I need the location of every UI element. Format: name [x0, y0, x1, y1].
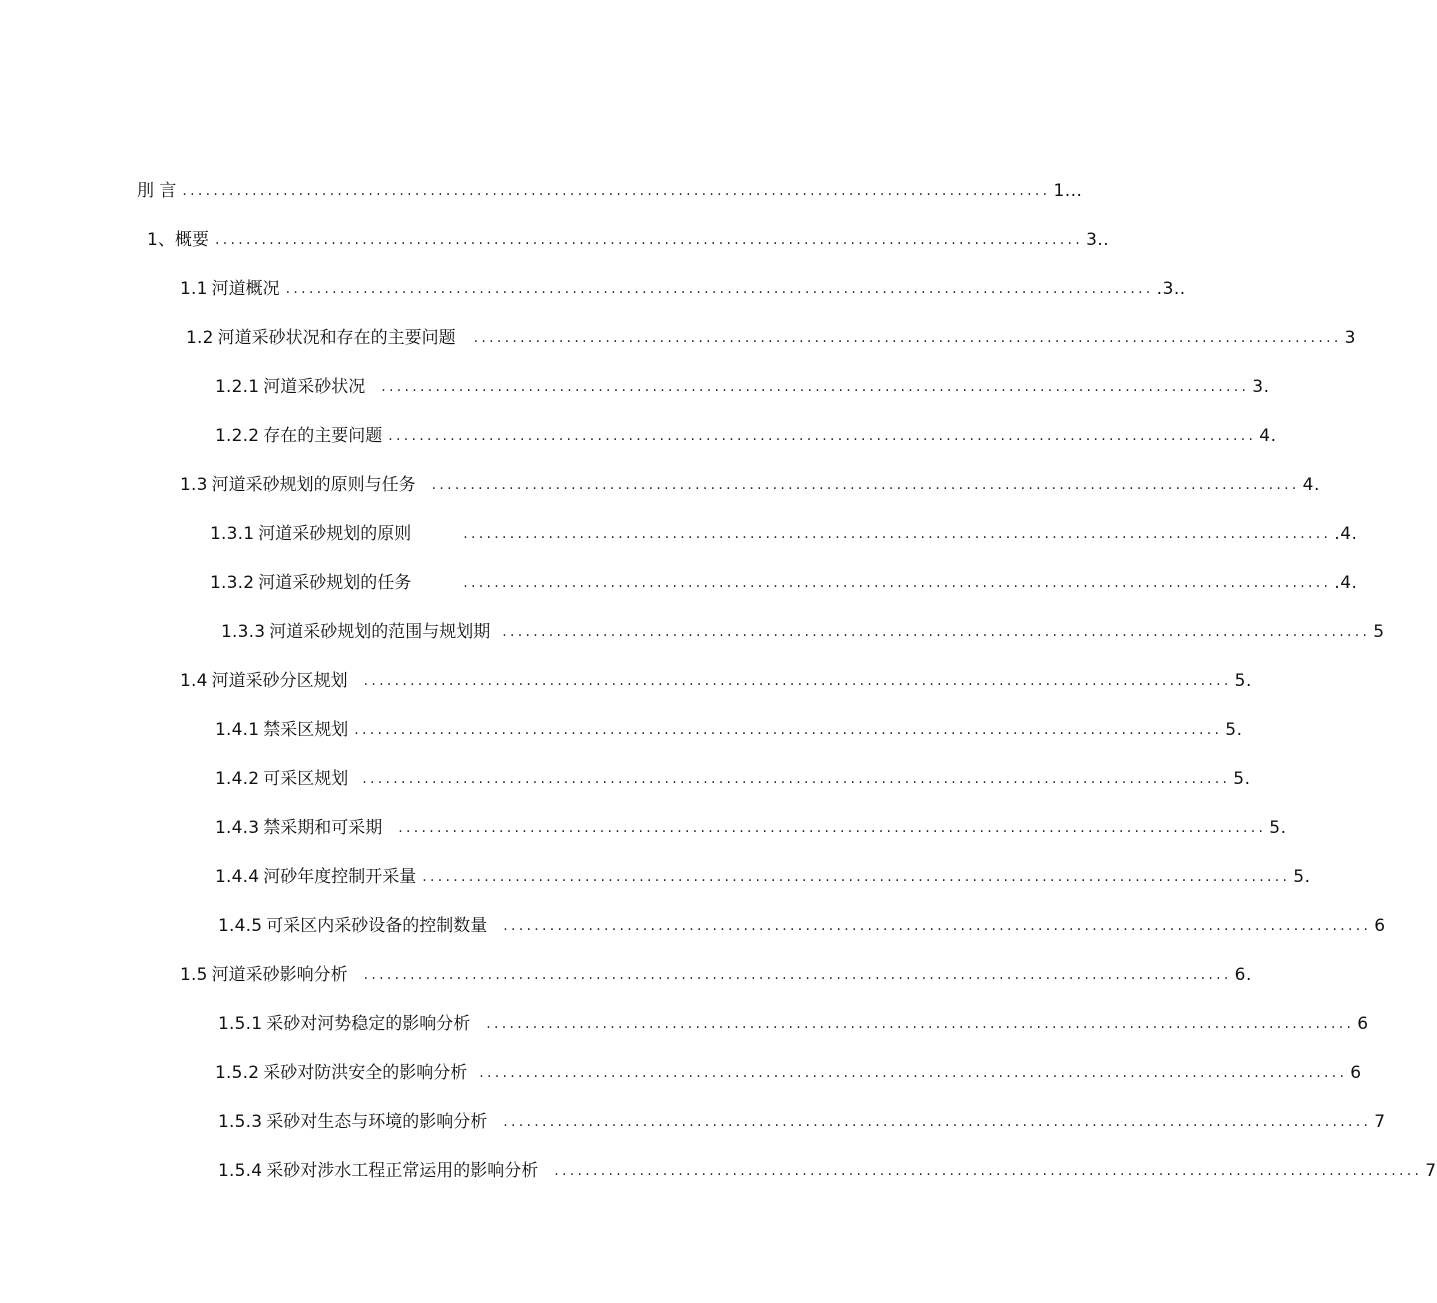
toc-entry-1-4	[180, 662, 1252, 692]
toc-entry-page: 4.	[1302, 475, 1320, 495]
toc-entry-title: 河道概况	[211, 279, 280, 299]
toc-dot-leader: ................................................................................................................	[422, 869, 1291, 885]
toc-dot-leader: ................................................................................................................	[182, 183, 1051, 199]
toc-entry-page: 3.	[1252, 377, 1270, 397]
toc-entry-number: 1.3.3	[221, 622, 266, 642]
toc-entry-title: 河砂年度控制开采量	[263, 867, 417, 887]
toc-entry-number: 1.4.1	[215, 720, 260, 740]
toc-entry-preface	[137, 172, 1083, 202]
toc-dot-leader: ................................................................................................................	[431, 477, 1300, 493]
toc-entry-1-4-1	[215, 711, 1243, 741]
toc-dot-leader: ................................................................................................................	[363, 967, 1232, 983]
toc-entry-1-3-1	[210, 515, 1358, 545]
toc-entry-1-5-4	[218, 1152, 1437, 1182]
toc-entry-number: 1.3	[180, 475, 208, 495]
toc-entry-page: 4.	[1259, 426, 1277, 446]
toc-entry-number: 1.1	[180, 279, 208, 299]
toc-dot-leader: ................................................................................................................	[502, 624, 1371, 640]
toc-entry-1-1	[180, 270, 1186, 300]
toc-dot-leader: ................................................................................................................	[503, 918, 1372, 934]
toc-entry-title: 可采区内采砂设备的控制数量	[266, 916, 488, 936]
toc-entry-title: 采砂对防洪安全的影响分析	[263, 1063, 468, 1083]
toc-entry-page: 6	[1374, 916, 1386, 936]
toc-entry-page: 5.	[1225, 720, 1243, 740]
toc-entry-title: 采砂对生态与环境的影响分析	[266, 1112, 488, 1132]
toc-entry-page: .4.	[1334, 573, 1358, 593]
toc-entry-page: 5	[1373, 622, 1385, 642]
toc-entry-title: 河道采砂规划的原则与任务	[211, 475, 416, 495]
toc-entry-page: 5.	[1233, 769, 1251, 789]
toc-entry-1-5-1	[218, 1005, 1369, 1035]
toc-dot-leader: ................................................................................................................	[381, 379, 1250, 395]
toc-dot-leader: ................................................................................................................	[463, 575, 1332, 591]
toc-entry-number: 1.2.2	[215, 426, 260, 446]
toc-entry-number: 1.3.2	[210, 573, 255, 593]
toc-entry-1-4-5	[218, 907, 1386, 937]
toc-entry-title: 可采区规划	[263, 769, 349, 789]
toc-dot-leader: ................................................................................................................	[479, 1065, 1348, 1081]
toc-entry-1-5-3	[218, 1103, 1386, 1133]
toc-entry-number: 1.2.1	[215, 377, 260, 397]
toc-entry-title: 采砂对涉水工程正常运用的影响分析	[266, 1161, 539, 1181]
toc-entry-1-2	[186, 319, 1356, 349]
toc-entry-title: 河道采砂分区规划	[211, 671, 348, 691]
toc-dot-leader: ................................................................................................................	[354, 722, 1223, 738]
toc-entry-page: 7	[1425, 1161, 1437, 1181]
toc-dot-leader: ................................................................................................................	[503, 1114, 1372, 1130]
toc-entry-number: 1.5.1	[218, 1014, 263, 1034]
toc-entry-title: 河道采砂规划的范围与规划期	[269, 622, 491, 642]
toc-entry-title: 采砂对河势稳定的影响分析	[266, 1014, 471, 1034]
toc-entry-1	[147, 221, 1110, 251]
toc-entry-page: .3..	[1156, 279, 1186, 299]
toc-entry-1-4-2	[215, 760, 1251, 790]
toc-dot-leader: ................................................................................................................	[215, 232, 1084, 248]
toc-entry-number: 1.4.3	[215, 818, 260, 838]
toc-entry-page: 3	[1344, 328, 1356, 348]
toc-entry-1-5-2	[215, 1054, 1362, 1084]
toc-entry-title: 河道采砂规划的任务	[258, 573, 412, 593]
toc-entry-1-3-3	[221, 613, 1385, 643]
toc-dot-leader: ................................................................................................................	[362, 771, 1231, 787]
toc-entry-title: 河道采砂状况和存在的主要问题	[217, 328, 456, 348]
toc-dot-leader: ................................................................................................................	[554, 1163, 1423, 1179]
toc-dot-leader: ................................................................................................................	[463, 526, 1332, 542]
toc-entry-number: 1.4.4	[215, 867, 260, 887]
toc-entry-page: 6.	[1234, 965, 1252, 985]
toc-entry-page: 6	[1357, 1014, 1369, 1034]
toc-entry-1-5	[180, 956, 1252, 986]
toc-entry-number: 1	[147, 230, 159, 250]
toc-entry-title: 、概要	[158, 230, 210, 250]
toc-entry-1-4-4	[215, 858, 1311, 888]
toc-entry-title: 河道采砂规划的原则	[258, 524, 412, 544]
toc-entry-title: 存在的主要问题	[263, 426, 383, 446]
toc-entry-number: 1.3.1	[210, 524, 255, 544]
toc-entry-title: 禁采区规划	[263, 720, 349, 740]
toc-entry-1-4-3	[215, 809, 1287, 839]
toc-entry-title: 河道采砂影响分析	[211, 965, 348, 985]
toc-dot-leader: ................................................................................................................	[285, 281, 1154, 297]
toc-entry-number: 1.4.2	[215, 769, 260, 789]
toc-entry-1-2-1	[215, 368, 1270, 398]
toc-entry-1-2-2	[215, 417, 1277, 447]
toc-dot-leader: ................................................................................................................	[398, 820, 1267, 836]
toc-entry-number: 1.2	[186, 328, 214, 348]
toc-entry-1-3-2	[210, 564, 1358, 594]
toc-entry-page: 1...	[1053, 181, 1083, 201]
toc-dot-leader: ................................................................................................................	[486, 1016, 1355, 1032]
toc-entry-number: 1.4.5	[218, 916, 263, 936]
toc-entry-title: 河道采砂状况	[263, 377, 366, 397]
toc-entry-page: .4.	[1334, 524, 1358, 544]
toc-entry-page: 5.	[1293, 867, 1311, 887]
toc-dot-leader: ................................................................................................................	[388, 428, 1257, 444]
toc-dot-leader: ................................................................................................................	[473, 330, 1342, 346]
toc-entry-page: 5.	[1269, 818, 1287, 838]
toc-entry-page: 7	[1374, 1112, 1386, 1132]
toc-dot-leader: ................................................................................................................	[363, 673, 1232, 689]
toc-entry-number: 1.5.3	[218, 1112, 263, 1132]
toc-entry-number: 1.5	[180, 965, 208, 985]
toc-entry-page: 3..	[1086, 230, 1110, 250]
toc-entry-number: 1.5.2	[215, 1063, 260, 1083]
toc-entry-number: 1.4	[180, 671, 208, 691]
toc-entry-title: 刖 言	[137, 181, 177, 201]
toc-entry-page: 5.	[1234, 671, 1252, 691]
toc-entry-title: 禁采期和可采期	[263, 818, 383, 838]
toc-entry-page: 6	[1350, 1063, 1362, 1083]
toc-entry-number: 1.5.4	[218, 1161, 263, 1181]
toc-entry-1-3	[180, 466, 1320, 496]
